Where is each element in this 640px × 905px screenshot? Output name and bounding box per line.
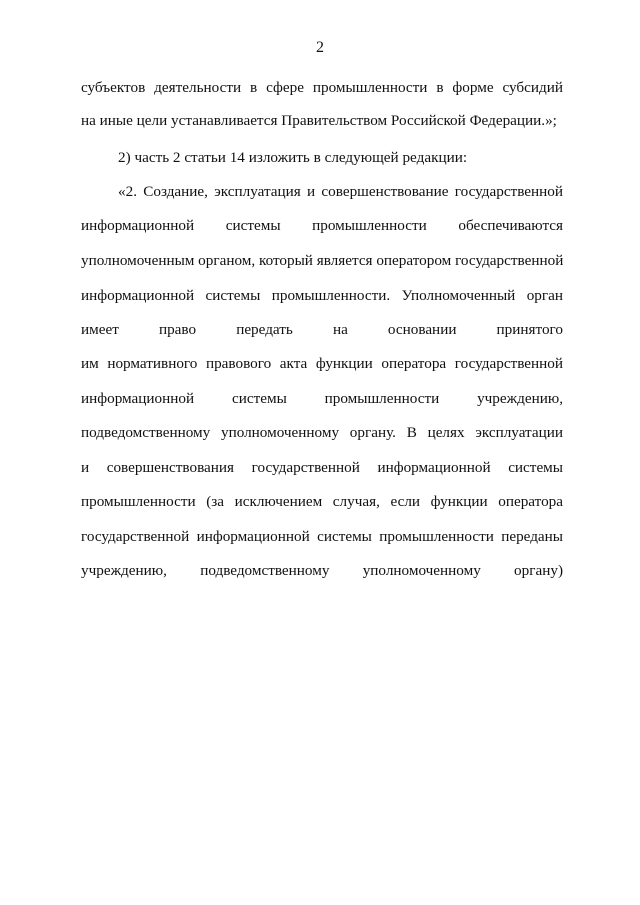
- text-line: информационной системы промышленности. Уполномоченный орган: [81, 287, 563, 304]
- text-line: информационной системы промышленности учреждению,: [81, 390, 563, 407]
- page-number: 2: [316, 39, 324, 56]
- text-line: уполномоченным органом, который является оператором государственной: [81, 252, 563, 269]
- text-line: государственной информационной системы промышленности переданы: [81, 528, 563, 545]
- text-line: им нормативного правового акта функции оператора государственной: [81, 355, 563, 372]
- text-line: информационной системы промышленности обеспечиваются: [81, 217, 563, 234]
- text-line: учреждению, подведомственному уполномоченному органу): [81, 562, 563, 579]
- text-line: субъектов деятельности в сфере промышленности в форме субсидий: [81, 79, 563, 96]
- text-line: имеет право передать на основании принятого: [81, 321, 563, 338]
- text-line: на иные цели устанавливается Правительством Российской Федерации.»;: [81, 112, 557, 129]
- text-line: промышленности (за исключением случая, если функции оператора: [81, 493, 563, 510]
- text-line: 2) часть 2 статьи 14 изложить в следующей редакции:: [118, 149, 468, 166]
- text-line: подведомственному уполномоченному органу. В целях эксплуатации: [81, 424, 563, 441]
- text-line: и совершенствования государственной информационной системы: [81, 459, 563, 476]
- text-line: «2. Создание, эксплуатация и совершенствование государственной: [118, 183, 563, 200]
